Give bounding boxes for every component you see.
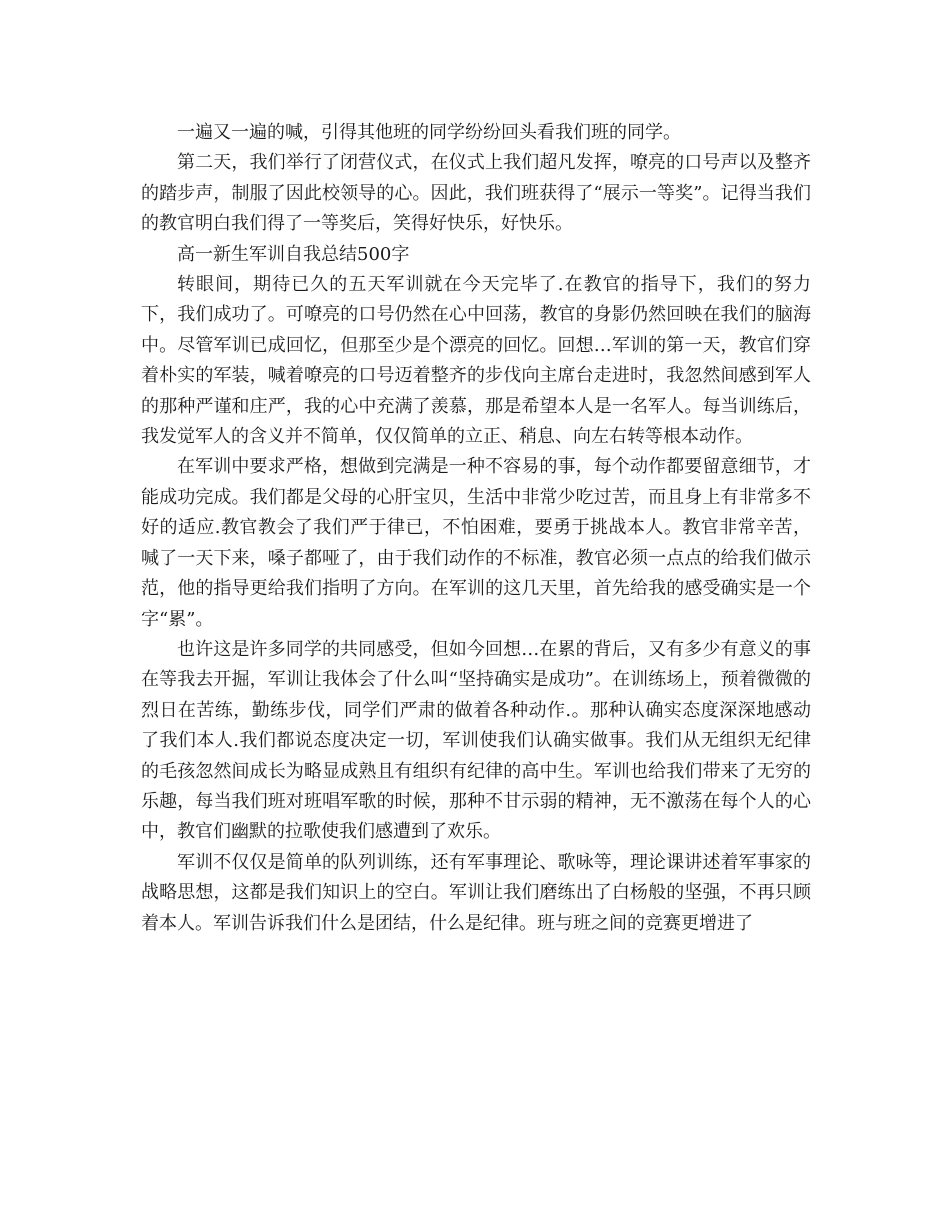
section-heading: 高一新生军训自我总结500字 <box>177 243 410 265</box>
document-body <box>141 118 811 939</box>
paragraph: 在军训中要求严格，想做到完满是一种不容易的事，每个动作都要留意细节，才能成功完成。我们都是父母的心肝宝贝，生活中非常少吃过苦，而且身上有非常多不好的适应.教官教会了我们严于律已，不怕困难，要勇于挑战本人。教官非常辛苦，喊了一天下来，嗓子都哑了，由于我们动作的不标准，教官必须一点点的给我们做示范，他的指导更给我们指明了方向。在军训的这几天里，首先给我的感受确实是一个字“累”。 <box>141 456 811 630</box>
paragraph: 第二天，我们举行了闭营仪式，在仪式上我们超凡发挥，嘹亮的口号声以及整齐的踏步声，制服了因此校领导的心。因此，我们班获得了“展示一等奖”。记得当我们的教官明白我们得了一等奖后，笑得好快乐，好快乐。 <box>141 152 811 235</box>
paragraph: 转眼间，期待已久的五天军训就在今天完毕了.在教官的指导下，我们的努力下，我们成功了。可嘹亮的口号仍然在心中回荡，教官的身影仍然回映在我们的脑海中。尽管军训已成回忆，但那至少是个漂亮的回忆。回想…军训的第一天，教官们穿着朴实的军装，喊着嘹亮的口号迈着整齐的步伐向主席台走进时，我忽然间感到军人的那种严谨和庄严，我的心中充满了羡慕，那是希望本人是一名军人。每当训练后，我发觉军人的含义并不简单，仅仅简单的立正、稍息、向左右转等根本动作。 <box>141 274 811 448</box>
paragraph: 也许这是许多同学的共同感受，但如今回想…在累的背后，又有多少有意义的事在等我去开掘，军训让我体会了什么叫“坚持确实是成功”。在训练场上，预着微微的烈日在苦练，勤练步伐，同学们严肃的做着各种动作.。那种认确实态度深深地感动了我们本人.我们都说态度决定一切，军训使我们认确实做事。我们从无组织无纪律的毛孩忽然间成长为略显成熟且有组织有纪律的高中生。军训也给我们带来了无穷的乐趣，每当我们班对班唱军歌的时候，那种不甘示弱的精神，无不激荡在每个人的心中，教官们幽默的拉歌使我们感遭到了欢乐。 <box>141 638 811 843</box>
paragraph: 一遍又一遍的喊，引得其他班的同学纷纷回头看我们班的同学。 <box>177 122 681 143</box>
paragraph: 军训不仅仅是简单的队列训练，还有军事理论、歌咏等，理论课讲述着军事家的战略思想，这都是我们知识上的空白。军训让我们磨练出了白杨般的坚强，不再只顾着本人。军训告诉我们什么是团结，什么是纪律。班与班之间的竞赛更增进了 <box>141 851 811 934</box>
